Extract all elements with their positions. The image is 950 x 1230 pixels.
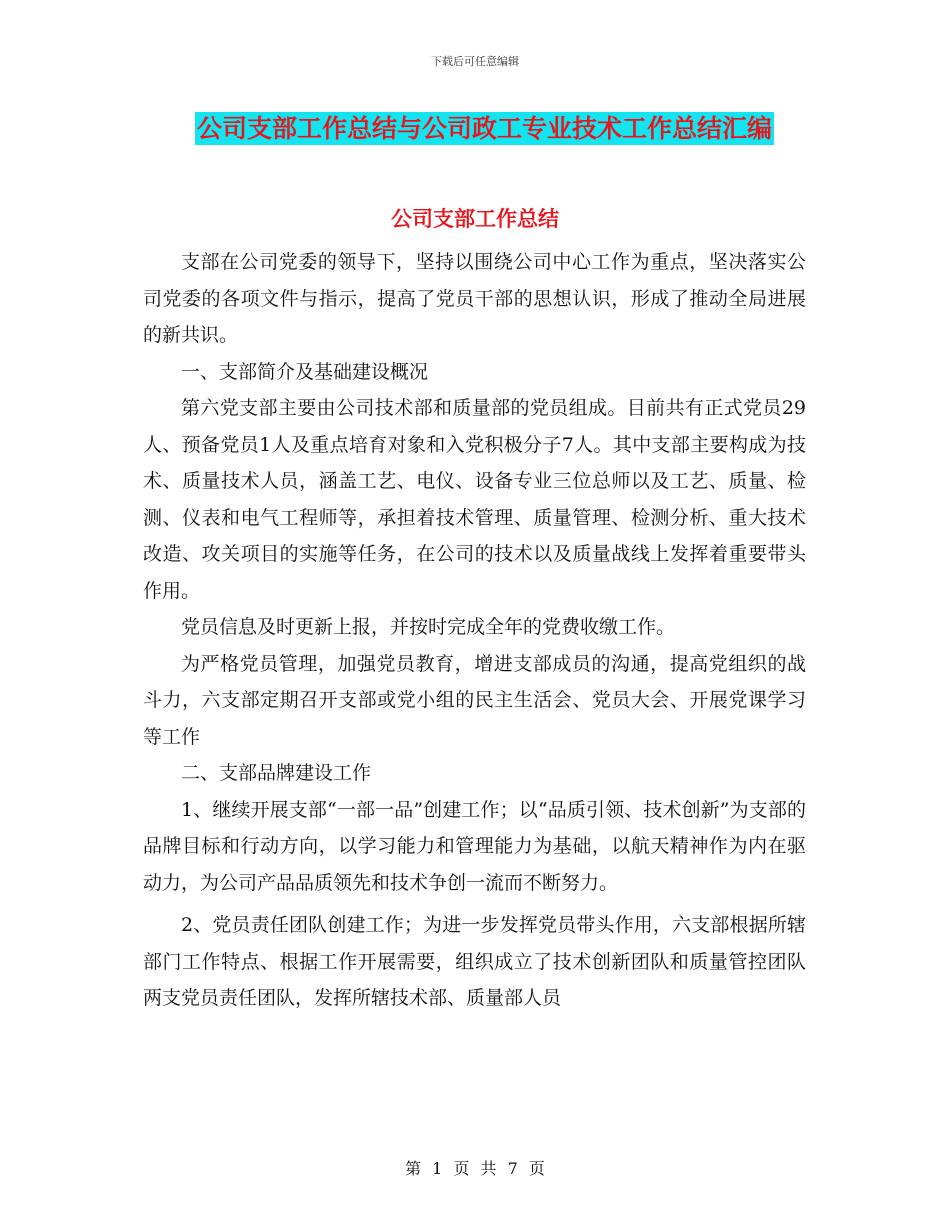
heading-paragraph: 二、支部品牌建设工作	[181, 762, 372, 784]
body-text	[143, 244, 806, 1017]
paragraph: 为严格党员管理，加强党员教育，增进支部成员的沟通，提高党组织的战斗力，六支部定期召开支部或党小组的民主生活会、党员大会、开展党课学习等工作	[143, 652, 806, 748]
paragraph: 2、党员责任团队创建工作；为进一步发挥党员带头作用，六支部根据所辖部门工作特点、根据工作开展需要，组织成立了技术创新团队和质量管控团队两支党员责任团队，发挥所辖技术部、质量部人员	[143, 914, 806, 1009]
paragraph: 支部在公司党委的领导下，坚持以围绕公司中心工作为重点，坚决落实公司党委的各项文件与指示，提高了党员干部的思想认识，形成了推动全局进展的新共识。	[143, 251, 806, 346]
document-title: 公司支部工作总结与公司政工专业技术工作总结汇编	[197, 114, 773, 143]
heading-paragraph: 一、支部简介及基础建设概况	[181, 360, 429, 383]
paragraph: 第六党支部主要由公司技术部和质量部的党员组成。目前共有正式党员29人、预备党员1人及重点培育对象和入党积极分子7人。其中支部主要构成为技术、质量技术人员，涵盖工艺、电仪、设备专业三位总师以及工艺、质量、检测、仪表和电气工程师等，承担着技术管理、质量管理、检测分析、重大技术改造、攻关项目的实施等任务，在公司的技术以及质量战线上发挥着重要带头作用。	[143, 397, 806, 602]
paragraph: 1、继续开展支部“一部一品”创建工作；以“品质引领、技术创新”为支部的品牌目标和行动方向，以学习能力和管理能力为基础，以航天精神作为内在驱动力，为公司产品品质领先和技术争创一流而不断努力。	[143, 798, 806, 894]
page-number-footer: 第 1 页 共 7 页	[405, 1159, 545, 1178]
section-title: 公司支部工作总结	[391, 207, 559, 231]
paragraph: 党员信息及时更新上报，并按时完成全年的党费收缴工作。	[181, 616, 676, 638]
header-note: 下载后可任意编辑	[431, 55, 519, 68]
